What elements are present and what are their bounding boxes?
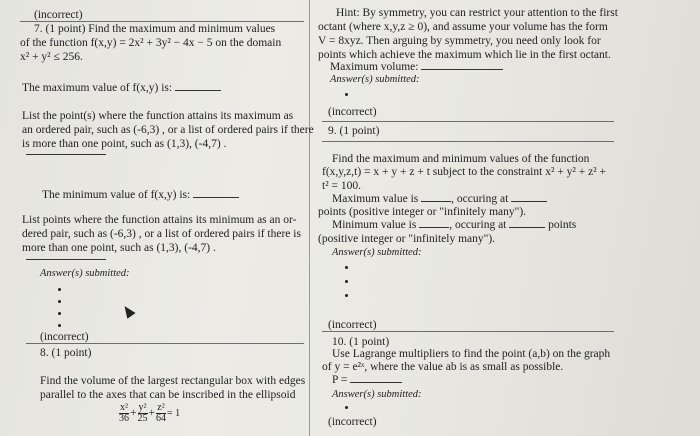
p10-header: 10. (1 point) [332,336,390,348]
p9-max-points-field[interactable] [511,201,547,202]
p7-max-answer-field[interactable] [175,90,221,91]
p7-prompt-line1: 7. (1 point) Find the maximum and minimum values [34,23,276,35]
p9-answers-submitted: Answer(s) submitted: [332,247,422,258]
p9-header-rule [322,141,614,142]
p8-status: (incorrect) [40,331,89,343]
p7-min-row [42,189,239,202]
ellipsoid-equation: $\frac{\text{x²}}{36}$ + $\frac{\text{y²}}{25}$ + $\frac{\text{z²}}{64}$ = 1 [119,402,181,424]
p7-answers-submitted: Answer(s) submitted: [40,268,130,279]
answer-bullet [345,406,348,409]
p8-top-rule [26,343,304,344]
p10-p-label: P = [332,374,348,386]
p9-max-occuring: , occuring at [451,193,509,205]
p7-min-points-field[interactable] [26,259,106,260]
p9-max-value-field[interactable] [421,201,451,202]
p7-min-label: The minimum value of f(x,y) is: [42,189,191,201]
hint-line1: Hint: By symmetry, you can restrict your attention to the first [336,7,618,19]
p9-min-label: Minimum value is [332,219,417,231]
p7-min-answer-field[interactable] [193,197,239,198]
p9-max-points-note: points (positive integer or "infinitely many"). [318,206,527,218]
p9-min-points-field[interactable] [509,227,545,228]
p10-prompt-line2: of y = e²ˣ, where the value ab is as small as possible. [322,361,564,373]
answer-bullet [345,280,348,283]
p10-top-rule [322,331,614,332]
mouse-cursor-icon [120,303,135,319]
answer-bullet [58,288,61,291]
p9-prompt-line1: Find the maximum and minimum values of the function [332,153,590,165]
hint-line3: V = 8xyz. Then arguing by symmetry, you need only look for [318,35,601,47]
p9-min-points-word: points [548,219,577,231]
p9-status: (incorrect) [328,106,377,118]
p11-status: (incorrect) [328,416,377,428]
p7-status: (incorrect) [34,9,83,21]
x-term: $\frac{\text{x²}}{36}$ [119,402,129,424]
p7-prompt-line3: x² + y² ≤ 256. [20,51,83,63]
hint-line2: octant (where x,y,z ≥ 0), and assume your volume has the form [318,21,608,33]
p9-min-row [332,219,576,232]
y-term: $\frac{\text{y²}}{25}$ [137,402,148,424]
p9-max-label: Maximum value is [332,193,419,205]
column-divider [309,0,310,436]
p7-min-points-line1: List points where the function attains its minimum as an or- [22,214,297,226]
p7-min-points-line3: more than one point, such as (1,3), (-4,7) . [22,242,216,254]
p7-top-rule [20,21,304,22]
p7-max-points-line1: List the point(s) where the function attains its maximum as [22,110,294,122]
p9-max-row [332,193,547,206]
p10-answers-submitted: Answer(s) submitted: [332,389,422,400]
p7-max-label: The maximum value of f(x,y) is: [22,82,173,94]
answer-bullet [345,93,348,96]
p7-min-points-line2: dered pair, such as (-6,3) , or a list of ordered pairs if there is [22,228,301,240]
max-volume-label: Maximum volume: [330,61,419,73]
p8-prompt-line1: Find the volume of the largest rectangular box with edges [40,375,306,387]
answer-bullet [345,294,348,297]
p9-prompt-line2: f(x,y,z,t) = x + y + z + t subject to the constraint x² + y² + z² + [322,166,606,178]
p7-max-points-line3: is more than one point, such as (1,3), (-4,7) . [22,138,227,150]
max-volume-field[interactable] [421,69,503,70]
p10-prompt-line1: Use Lagrange multipliers to find the point (a,b) on the graph [332,348,611,360]
p9-min-points-note: (positive integer or "infinitely many"). [318,233,496,245]
hint-line4: points which achieve the maximum which lie in the first octant. [318,49,611,61]
p9-top-rule [322,121,614,122]
z-term: $\frac{\text{z²}}{64}$ [156,402,166,424]
p7-prompt-line2: of the function f(x,y) = 2x² + 3y² − 4x − 5 on the domain [20,37,282,49]
p10-status: (incorrect) [328,319,377,331]
answer-bullet [58,324,61,327]
answer-bullet [345,266,348,269]
p7-max-points-field[interactable] [26,154,106,155]
p9-min-occuring: , occuring at [449,219,507,231]
answer-bullet [58,300,61,303]
p8-header: 8. (1 point) [40,347,92,359]
p7-max-points-line2: an ordered pair, such as (-6,3) , or a list of ordered pairs if there [22,124,314,136]
p9-header: 9. (1 point) [328,125,380,137]
p10-p-row [332,374,402,387]
p8-answers-submitted: Answer(s) submitted: [330,74,420,85]
answer-bullet [58,312,61,315]
p8-prompt-line2: parallel to the axes that can be inscribed in the ellipsoid [40,389,296,401]
p7-max-row [22,82,221,95]
p10-p-field[interactable] [350,382,402,383]
p9-min-value-field[interactable] [419,227,449,228]
p9-prompt-line3: t² = 100. [322,180,362,192]
